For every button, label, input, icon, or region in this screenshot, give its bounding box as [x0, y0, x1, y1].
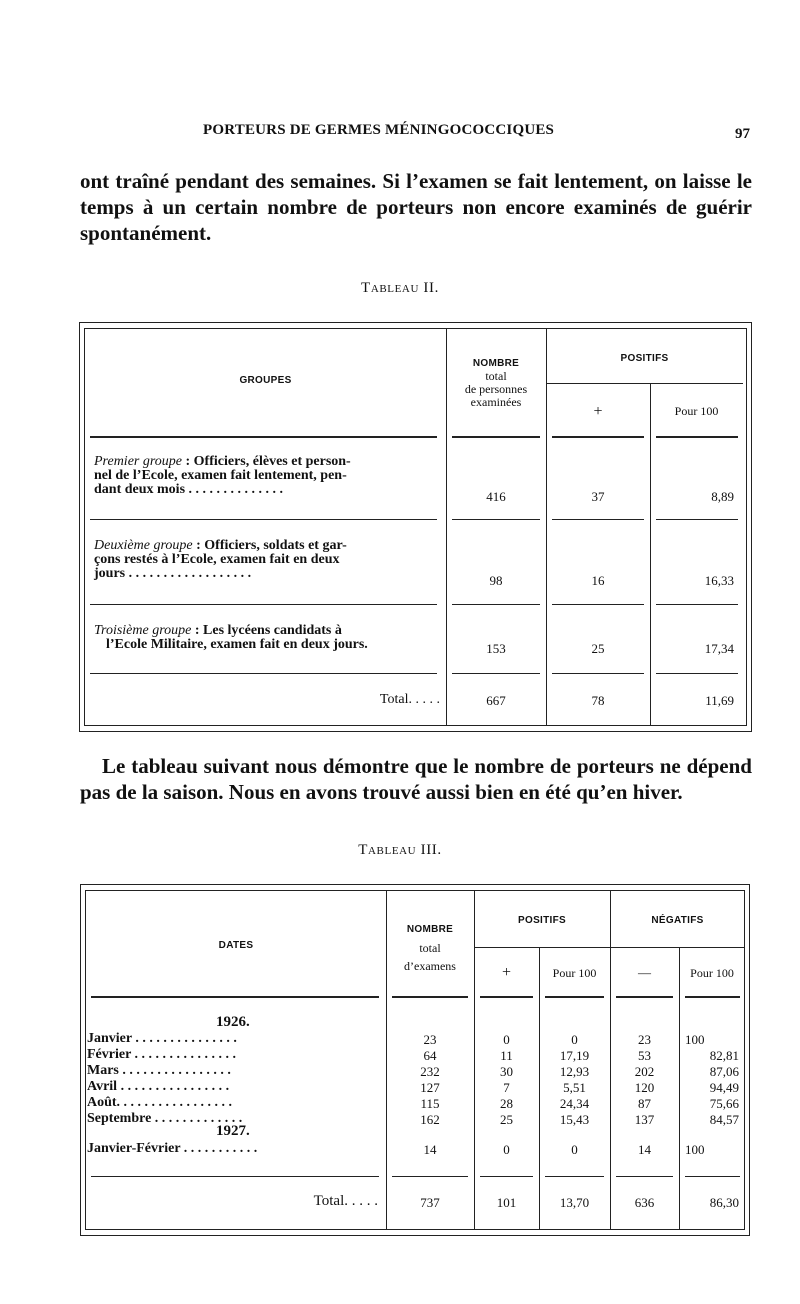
running-head [80, 122, 750, 144]
year-1927: 1927. [216, 1123, 250, 1139]
header-nombre: NOMBRE total d’examens [404, 924, 456, 973]
table-3: DATES NOMBRE total d’examens POSITIFS NÉGATIFS + Pour 100 — Pour 100 1926. Janvier . . . . . . . . . . . . . . . 23 0 0 23 100 Février . . . . . . . . . . . . . . . 64 11 17,19 53 82,81 Mars . . . . . . . . . . . . . . . . 232 30 12,93 202 87,06 Avril . . . . . . . . . . . . . . . . 127 7 5,51 120 94,49 Août. . . . . . . . . . . . . . . . . 115 28 24,34 87 75,66 Septembre . . . . . . . . . . . . . 162 25 15,43 137 84,57 1927. Janvier-Février . . . . . . . . . . . 14 0 0 14 100 Total. . . . . 737 101 13,70 636 86,30 [80, 884, 750, 1236]
header-nombre: NOMBRE total de personnes examinées [464, 358, 528, 409]
table-2-caption: TABLEAU II. [361, 280, 439, 296]
cell-pct: 8,89 [711, 489, 734, 504]
cell-pct: 11,69 [705, 693, 734, 708]
header-negatifs: NÉGATIFS [651, 915, 704, 926]
page-number: 97 [735, 126, 750, 142]
cell-plus: 25 [591, 641, 605, 656]
cell-total: 98 [489, 573, 503, 588]
header-pour100-pos: Pour 100 [552, 966, 597, 980]
header-positifs: POSITIFS [518, 915, 566, 926]
table-3-caption: TABLEAU III. [358, 842, 442, 858]
running-title: PORTEURS DE GERMES MÉNINGOCOCCIQUES [203, 122, 555, 138]
cell-pct: 16,33 [704, 573, 734, 588]
table-row: Premier groupe : Officiers, élèves et person- nel de l’Ecole, examen fait lentement, pen- dant deux mois . . . . . . . . . . . . . . [94, 454, 351, 497]
cell-plus: 16 [591, 573, 605, 588]
header-dates: DATES [218, 940, 254, 951]
cell-total: 416 [486, 489, 506, 504]
header-groupes: GROUPES [239, 375, 292, 386]
cell-plus: 37 [591, 489, 605, 504]
cell-pct: 17,34 [704, 641, 734, 656]
header-pour100: Pour 100 [674, 404, 719, 418]
cell-total: 153 [486, 641, 506, 656]
header-positifs: POSITIFS [620, 353, 669, 364]
table-2 [79, 322, 752, 732]
table-2-frame [84, 328, 747, 726]
table-row: Deuxième groupe : Officiers, soldats et gar- çons restés à l’Ecole, examen fait en deux jours . . . . . . . . . . . . . . . . . . [94, 538, 347, 581]
cell-total: 667 [486, 693, 506, 708]
paragraph-2: Le tableau suivant nous démontre que le nombre de porteurs ne dépend pas de la saison. Nous en avons trouvé aussi bien en été qu’en hiver. [80, 754, 752, 804]
paragraph-1: ont traîné pendant des semaines. Si l’examen se fait lentement, on laisse le temps à un certain nombre de porteurs non encore examinés de guérir spontanément. [80, 169, 752, 245]
header-plus: + [593, 403, 603, 420]
cell-plus: 78 [591, 693, 605, 708]
header-plus: + [501, 964, 512, 981]
table-row: Troisième groupe : Les lycéens candidats à l’Ecole Militaire, examen fait en deux jours. [94, 623, 368, 652]
header-pour100-neg: Pour 100 [690, 966, 734, 980]
year-1926: 1926. [216, 1014, 250, 1030]
total-label: Total. . . . . [379, 692, 440, 707]
header-minus: — [638, 965, 651, 980]
